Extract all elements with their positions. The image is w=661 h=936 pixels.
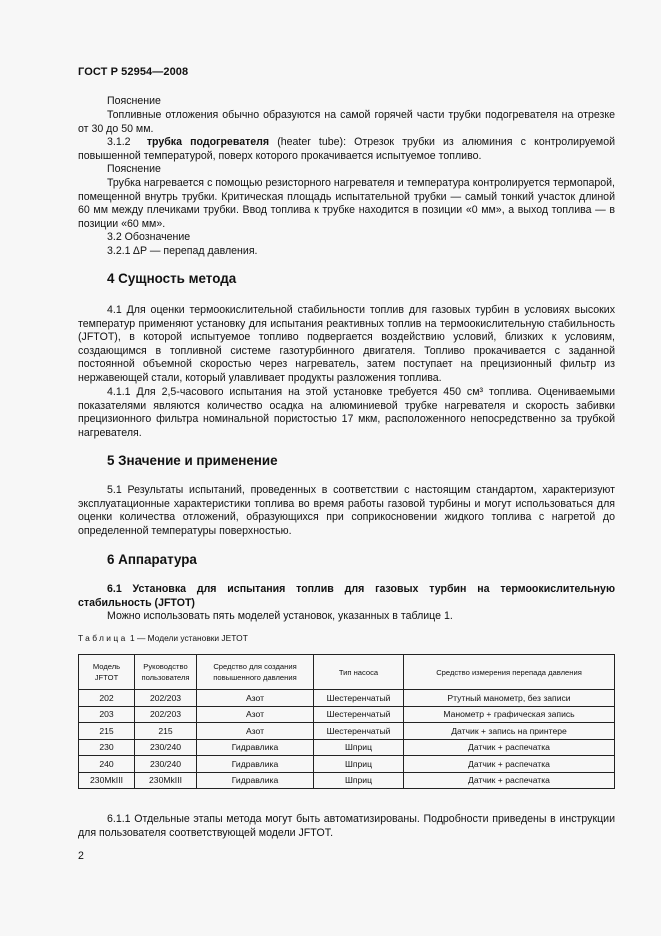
cell-dp-measurement: Манометр + графическая запись [404, 706, 615, 723]
header-pressure-means: Средство для создания повышенного давления [197, 655, 314, 690]
note-label: Пояснение [107, 95, 161, 107]
note-label: Пояснение [107, 163, 161, 175]
table-row [79, 706, 615, 723]
note-text: Трубка нагревается с помощью резисторного нагревателя и температура контролируется термопарой, помещенной внутрь трубки. Критическая площадь испытательной трубки — самый тонкий участок длиной 60 мм между плечиками трубки. Ввод топлива к трубке находится в позиции «0 мм», а выход топлива — в позиции «60 мм». [78, 177, 615, 230]
table-caption [78, 633, 248, 643]
cell-dp-measurement: Датчик + распечатка [404, 739, 615, 756]
cell-pressure-means: Азот [197, 690, 314, 707]
table-row [79, 739, 615, 756]
clause-number: 3.1.2 [107, 136, 131, 148]
clause-4-1-1: 4.1.1 Для 2,5-часового испытания на этой установке требуется 450 см³ топлива. Оцениваемыми показателями являются количество осадка на алюминиевой трубке нагревателя и скорость забивки прецизионного фильтра номинальной пористостью 17 мкм, расположенного непосредственно за трубкой нагревателя. [78, 386, 615, 439]
page-number: 2 [78, 850, 84, 862]
clause-6-1-1: 6.1.1 Отдельные этапы метода могут быть автоматизированы. Подробности приведены в инструкции для пользователя соответствующей модели JFTOT. [78, 813, 615, 839]
clause-3-2: 3.2 Обозначение [107, 231, 191, 243]
cell-dp-measurement: Датчик + распечатка [404, 772, 615, 789]
cell-pump-type: Шестеренчатый [314, 706, 404, 723]
models-table [78, 654, 615, 789]
header-pump-type: Тип насоса [314, 655, 404, 690]
table-caption-title: 1 — Модели установки JETOT [127, 633, 248, 643]
cell-model: 230MkIII [79, 772, 135, 789]
document-header: ГОСТ Р 52954—2008 [78, 66, 189, 78]
cell-model: 230 [79, 739, 135, 756]
definition-text: (heater tube): Отрезок трубки из алюминия с контролируемой повышенной температурой, поверх которого прокачивается испытуемое топливо. [78, 136, 616, 162]
cell-dp-measurement: Датчик + распечатка [404, 756, 615, 773]
clause-6-1-title: 6.1 Установка для испытания топлив для газовых турбин на термоокислительную стабильность (JFTOT) [78, 583, 615, 609]
cell-pump-type: Шестеренчатый [314, 723, 404, 740]
section-heading-5: 5 Значение и применение [107, 453, 278, 468]
clause-4-1: 4.1 Для оценки термоокислительной стабильности топлив для газовых турбин в условиях высоких температур применяют установку для испытания реактивных топлив на термоокислительную стабильность (JFTOT), в которой испытуемое топливо подвергается воздействию условий, близких к условиям, создающимся в топливной системе газотурбинного двигателя. Топливо прокачивается с заданной постоянной объемной скоростью через нагреватель, затем поступает на прецизионный фильтр из нержавеющей стали, который улавливает продукты разложения топлива. [78, 304, 615, 384]
cell-manual: 230/240 [135, 739, 197, 756]
definition-3-1-2 [78, 136, 615, 163]
cell-manual: 202/203 [135, 690, 197, 707]
cell-pressure-means: Гидравлика [197, 739, 314, 756]
cell-pump-type: Шестеренчатый [314, 690, 404, 707]
header-model: Модель JFTOT [79, 655, 135, 690]
note-text: Топливные отложения обычно образуются на самой горячей части трубки подогревателя на отрезке от 30 до 50 мм. [78, 109, 615, 135]
cell-pressure-means: Гидравлика [197, 772, 314, 789]
cell-manual: 230MkIII [135, 772, 197, 789]
cell-model: 203 [79, 706, 135, 723]
table-row [79, 723, 615, 740]
table-row [79, 772, 615, 789]
table-row [79, 690, 615, 707]
header-dp-measurement: Средство измерения перепада давления [404, 655, 615, 690]
table-header-row [79, 655, 615, 690]
cell-pressure-means: Гидравлика [197, 756, 314, 773]
cell-pump-type: Шприц [314, 739, 404, 756]
cell-model: 240 [79, 756, 135, 773]
cell-pressure-means: Азот [197, 723, 314, 740]
table-row [79, 756, 615, 773]
cell-model: 215 [79, 723, 135, 740]
cell-model: 202 [79, 690, 135, 707]
section-heading-6: 6 Аппаратура [107, 552, 197, 567]
clause-3-2-1: 3.2.1 ΔP — перепад давления. [107, 245, 258, 257]
section-heading-4: 4 Сущность метода [107, 271, 237, 286]
cell-pump-type: Шприц [314, 772, 404, 789]
cell-dp-measurement: Датчик + запись на принтере [404, 723, 615, 740]
cell-dp-measurement: Ртутный манометр, без записи [404, 690, 615, 707]
header-manual: Руководство пользователя [135, 655, 197, 690]
cell-manual: 202/203 [135, 706, 197, 723]
cell-manual: 215 [135, 723, 197, 740]
cell-manual: 230/240 [135, 756, 197, 773]
clause-6-1-text: Можно использовать пять моделей установок, указанных в таблице 1. [107, 610, 453, 622]
cell-pump-type: Шприц [314, 756, 404, 773]
cell-pressure-means: Азот [197, 706, 314, 723]
clause-5-1: 5.1 Результаты испытаний, проведенных в соответствии с настоящим стандартом, характеризуют эксплуатационные характеристики топлива во время работы газовой турбины и могут использоваться для оценки количества отложений, образующихся при соприкосновении жидкого топлива с нагретой до определенной температуры поверхностью. [78, 484, 615, 537]
defined-term: трубка подогревателя [146, 136, 270, 148]
table-caption-label: Таблица [78, 633, 128, 643]
